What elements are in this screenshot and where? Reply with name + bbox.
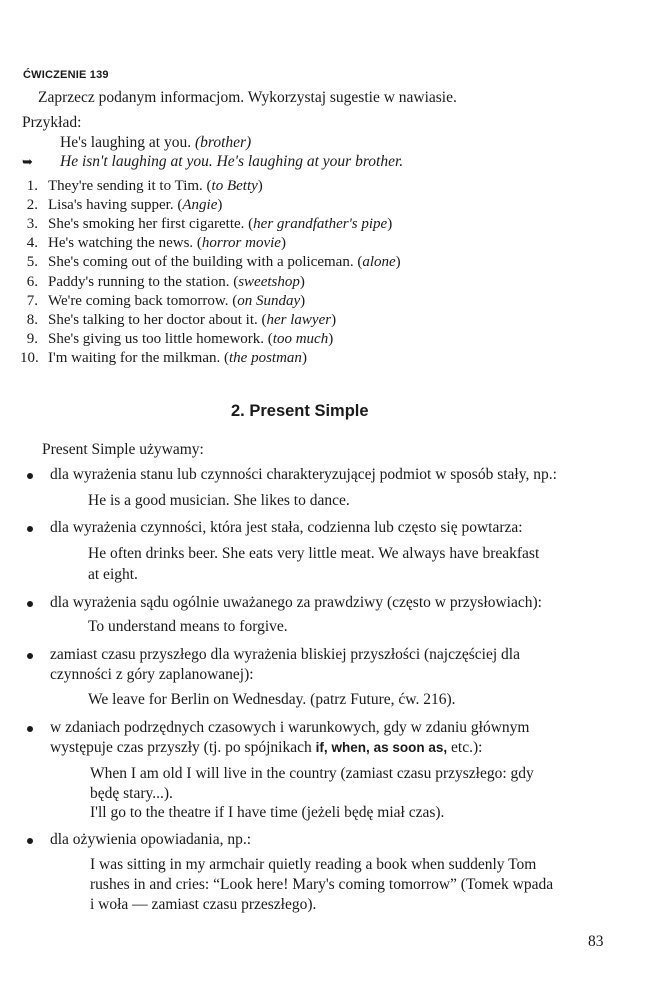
exercise-item-hint: (the postman)	[224, 349, 307, 366]
example-answer: He isn't laughing at you. He's laughing at your brother.	[60, 153, 404, 170]
exercise-item-number: 8.	[26, 311, 38, 328]
exercise-instruction: Zaprzecz podanym informacjom. Wykorzystaj sugestie w nawiasie.	[38, 89, 457, 106]
bullet-2-text: dla wyrażenia czynności, która jest stała, codzienna lub często się powtarza:	[50, 519, 523, 536]
keyword-when: when,	[331, 740, 370, 755]
exercise-item-hint: (Angie)	[177, 197, 223, 214]
exercise-item-text: They're sending it to Tim. (to Betty)	[48, 178, 263, 194]
exercise-item-hint: (too much)	[267, 330, 334, 347]
exercise-title: ĆWICZENIE 139	[23, 69, 109, 81]
bullet-icon	[27, 526, 33, 532]
exercise-item-text: She's smoking her first cigarette. (her grandfather's pipe)	[48, 216, 393, 233]
example-sentence	[60, 133, 251, 153]
bullet-3-text: dla wyrażenia sądu ogólnie uważanego za prawdziwy (często w przysłowiach):	[50, 594, 542, 611]
bullet-5-example-line-1: When I am old I will live in the country (zamiast czasu przyszłego: gdy	[90, 765, 534, 782]
exercise-item-number: 9.	[26, 330, 38, 347]
bullet-6-text: dla ożywienia opowiadania, np.:	[50, 831, 252, 848]
exercise-item-number: 10.	[20, 349, 39, 366]
bullet-5-text-line-1: w zdaniach podrzędnych czasowych i warunkowych, gdy w zdaniu głównym	[50, 719, 530, 736]
bullet-2-example-line-1: He often drinks beer. She eats very little meat. We always have breakfast	[88, 545, 540, 562]
example-sentence-text: He's laughing at you.	[60, 134, 192, 151]
exercise-item-hint: (to Betty)	[206, 178, 263, 194]
bullet-5-line-2-pre: występuje czas przyszły (tj. po spójnikach	[50, 739, 312, 756]
bullet-3-example: To understand means to forgive.	[88, 618, 288, 635]
section-intro: Present Simple używamy:	[42, 441, 204, 458]
exercise-item-hint: (sweetshop)	[233, 273, 305, 290]
exercise-item-text: I'm waiting for the milkman. (the postman)	[48, 349, 307, 366]
exercise-item-text: She's giving us too little homework. (too much)	[48, 330, 334, 347]
exercise-item-text: Lisa's having supper. (Angie)	[48, 197, 223, 214]
bullet-icon	[27, 473, 33, 479]
keyword-as-soon-as: as soon as,	[373, 740, 448, 755]
exercise-item-number: 5.	[26, 254, 38, 271]
exercise-item-number: 4.	[26, 235, 38, 252]
bullet-1-text: dla wyrażenia stanu lub czynności charakteryzującej podmiot w sposób stały, np.:	[50, 466, 557, 483]
bullet-5-example-line-2: będę stary...).	[90, 785, 173, 802]
exercise-item-number: 7.	[26, 292, 38, 309]
exercise-item-text: He's watching the news. (horror movie)	[48, 235, 286, 252]
bullet-6-example-line-2: rushes in and cries: “Look here! Mary's coming tomorrow” (Tomek wpada	[90, 876, 554, 893]
exercise-item-hint: (her lawyer)	[261, 311, 337, 328]
page-number: 83	[588, 933, 604, 950]
exercise-item-text: She's coming out of the building with a policeman. (alone)	[48, 254, 401, 271]
example-hint: (brother)	[194, 134, 252, 151]
exercise-item-number: 6.	[26, 273, 38, 290]
exercise-item-hint: (her grandfather's pipe)	[248, 216, 393, 233]
exercise-item-number: 1.	[26, 178, 38, 194]
keyword-if: if,	[315, 740, 328, 755]
exercise-item-text: Paddy's running to the station. (sweetshop)	[48, 273, 305, 290]
bullet-1-example: He is a good musician. She likes to dance.	[88, 492, 350, 509]
bullet-icon	[27, 601, 33, 607]
exercise-item-hint: (horror movie)	[196, 235, 286, 252]
exercise-item-hint: (on Sunday)	[232, 292, 306, 309]
bullet-5-example-line-3: I'll go to the theatre if I have time (jeżeli będę miał czas).	[90, 804, 445, 821]
exercise-item-hint: (alone)	[357, 254, 401, 271]
arrow-icon: ➥	[22, 154, 33, 169]
bullet-6-example-line-3: i woła — zamiast czasu przeszłego).	[90, 896, 317, 913]
bullet-2-example-line-2: at eight.	[88, 566, 138, 583]
bullet-5-line-2-post: etc.):	[451, 739, 483, 756]
exercise-item-text: She's talking to her doctor about it. (her lawyer)	[48, 311, 337, 328]
bullet-5-text-line-2	[50, 738, 482, 758]
bullet-4-text-line-2: czynności z góry zaplanowanej):	[50, 666, 254, 683]
bullet-4-example: We leave for Berlin on Wednesday. (patrz Future, ćw. 216).	[88, 691, 456, 708]
example-label: Przykład:	[22, 114, 82, 131]
exercise-item-number: 2.	[26, 197, 38, 214]
bullet-icon	[27, 838, 33, 844]
exercise-item-number: 3.	[26, 216, 38, 233]
exercise-item-text: We're coming back tomorrow. (on Sunday)	[48, 292, 306, 309]
section-heading: 2. Present Simple	[231, 402, 369, 420]
bullet-4-text-line-1: zamiast czasu przyszłego dla wyrażenia bliskiej przyszłości (najczęściej dla	[50, 646, 520, 663]
bullet-icon	[27, 653, 33, 659]
bullet-6-example-line-1: I was sitting in my armchair quietly reading a book when suddenly Tom	[90, 856, 537, 873]
bullet-icon	[27, 726, 33, 732]
